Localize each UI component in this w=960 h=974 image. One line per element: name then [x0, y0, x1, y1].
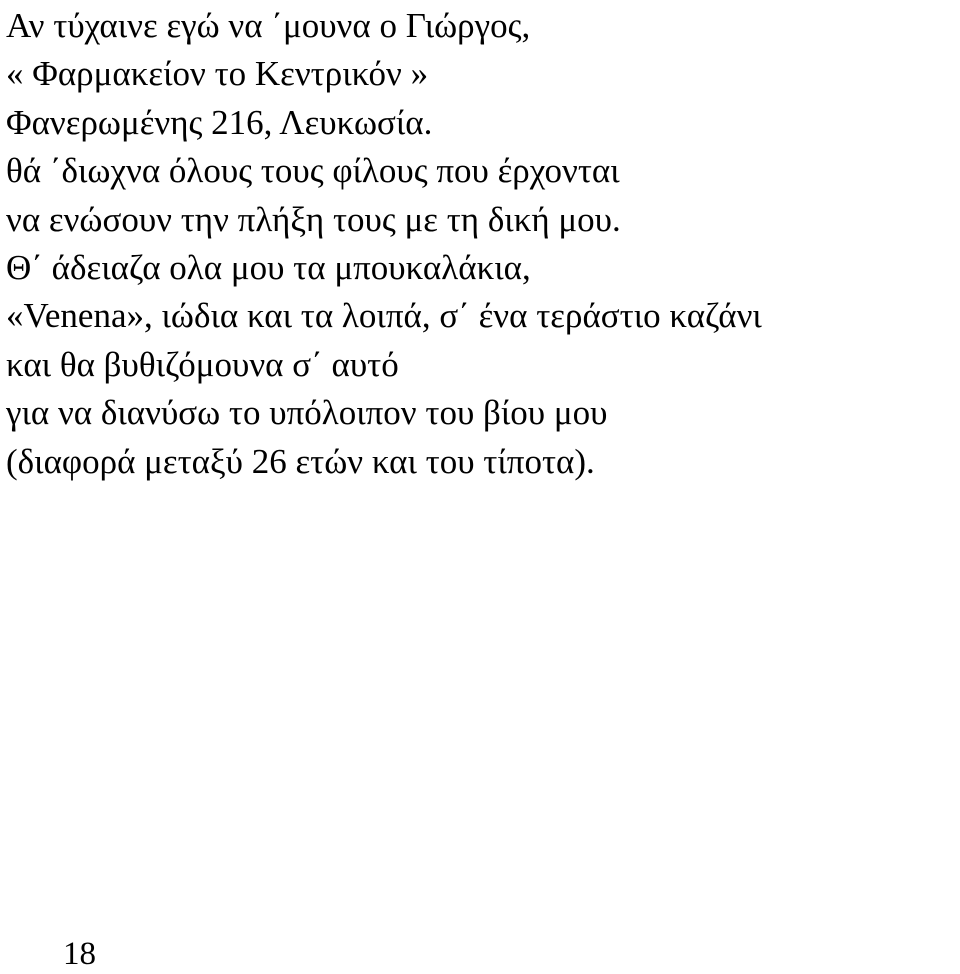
poem-line: (διαφορά μεταξύ 26 ετών και του τίποτα). — [6, 441, 595, 481]
poem-line: Θ΄ άδειαζα ολα μου τα μπουκαλάκια, — [6, 247, 531, 287]
poem-line: Αν τύχαινε εγώ να ΄μουνα ο Γιώργος, — [6, 6, 531, 45]
page-number: 18 — [63, 936, 96, 972]
poem-line: « Φαρμακείον το Κεντρικόν » — [6, 54, 429, 94]
poem-line: Φανερωμένης 216, Λευκωσία. — [6, 102, 433, 142]
poem-line: για να διανύσω το υπόλοιπον του βίου μου — [6, 393, 608, 433]
poem-line: θά ΄διωχνα όλους τους φίλους που έρχονται — [6, 151, 620, 191]
poem-text — [6, 2, 958, 486]
poem-line: «Venena», ιώδια και τα λοιπά, σ΄ ένα τεράστιο καζάνι — [6, 296, 762, 336]
poem-line: να ενώσουν την πλήξη τους με τη δική μου. — [6, 199, 621, 239]
poem-line: και θα βυθιζόμουνα σ΄ αυτό — [6, 344, 399, 384]
